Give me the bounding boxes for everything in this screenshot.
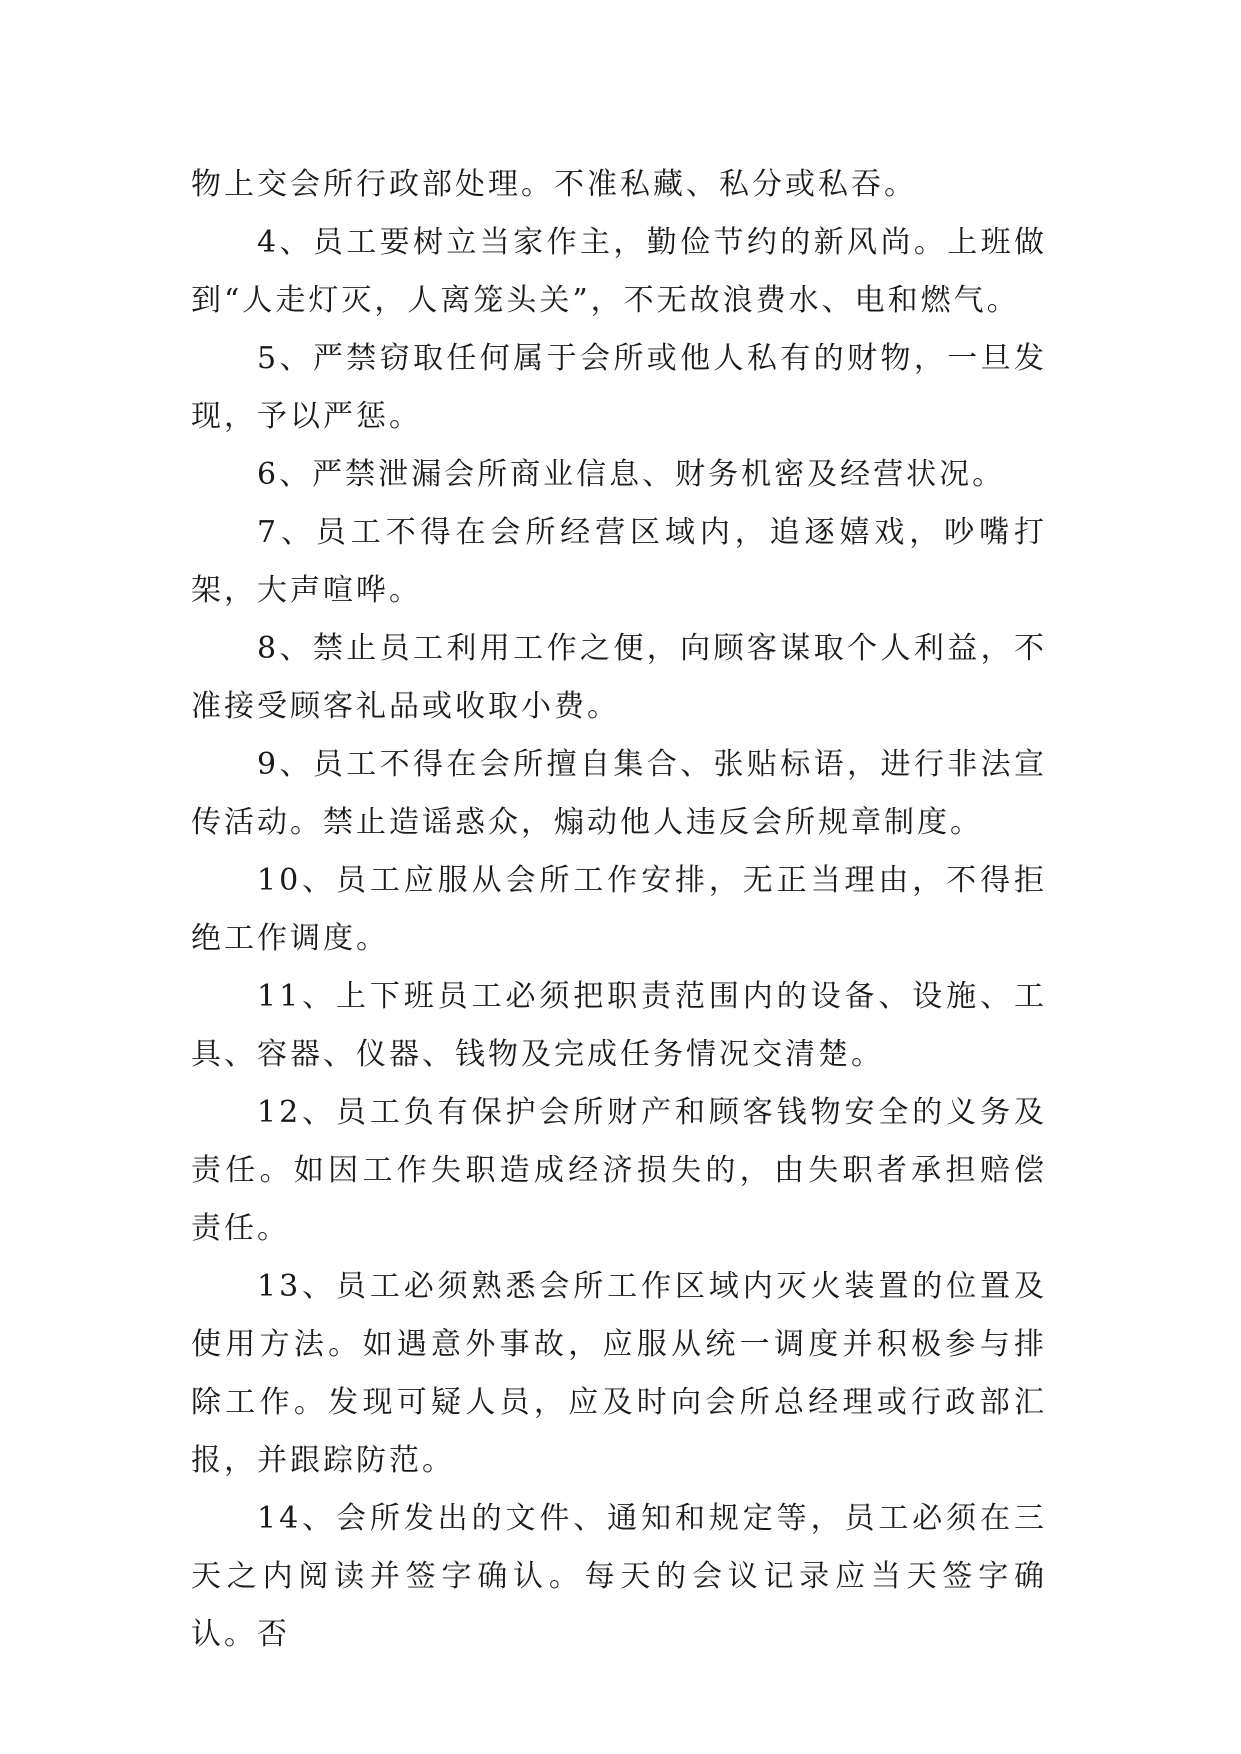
paragraph-rule-12: 12、员工负有保护会所财产和顾客钱物安全的义务及责任。如因工作失职造成经济损失的，由失职者承担赔偿责任。 <box>191 1095 1047 1246</box>
paragraph-rule-8: 8、禁止员工利用工作之便，向顾客谋取个人利益，不准接受顾客礼品或收取小费。 <box>191 631 1047 724</box>
paragraph-rule-13: 13、员工必须熟悉会所工作区域内灭火装置的位置及使用方法。如遇意外事故，应服从统一调度并积极参与排除工作。发现可疑人员，应及时向会所总经理或行政部汇报，并跟踪防范。 <box>191 1269 1047 1478</box>
paragraph-continuation: 物上交会所行政部处理。不准私藏、私分或私吞。 <box>191 167 917 202</box>
paragraph-rule-5: 5、严禁窃取任何属于会所或他人私有的财物，一旦发现，予以严惩。 <box>191 341 1047 434</box>
paragraph-rule-4: 4、员工要树立当家作主，勤俭节约的新风尚。上班做到“人走灯灭，人离笼头关”，不无故浪费水、电和燃气。 <box>191 225 1047 318</box>
paragraph-rule-7: 7、员工不得在会所经营区域内，追逐嬉戏，吵嘴打架，大声喧哗。 <box>191 515 1047 608</box>
paragraph-rule-11: 11、上下班员工必须把职责范围内的设备、设施、工具、容器、仪器、钱物及完成任务情况交清楚。 <box>191 979 1047 1072</box>
document-body <box>191 156 1047 1664</box>
paragraph-rule-14: 14、会所发出的文件、通知和规定等，员工必须在三天之内阅读并签字确认。每天的会议记录应当天签字确认。否 <box>191 1501 1047 1652</box>
paragraph-rule-10: 10、员工应服从会所工作安排，无正当理由，不得拒绝工作调度。 <box>191 863 1047 956</box>
paragraph-rule-6: 6、严禁泄漏会所商业信息、财务机密及经营状况。 <box>257 457 1006 492</box>
paragraph-rule-9: 9、员工不得在会所擅自集合、张贴标语，进行非法宣传活动。禁止造谣惑众，煽动他人违反会所规章制度。 <box>191 747 1047 840</box>
